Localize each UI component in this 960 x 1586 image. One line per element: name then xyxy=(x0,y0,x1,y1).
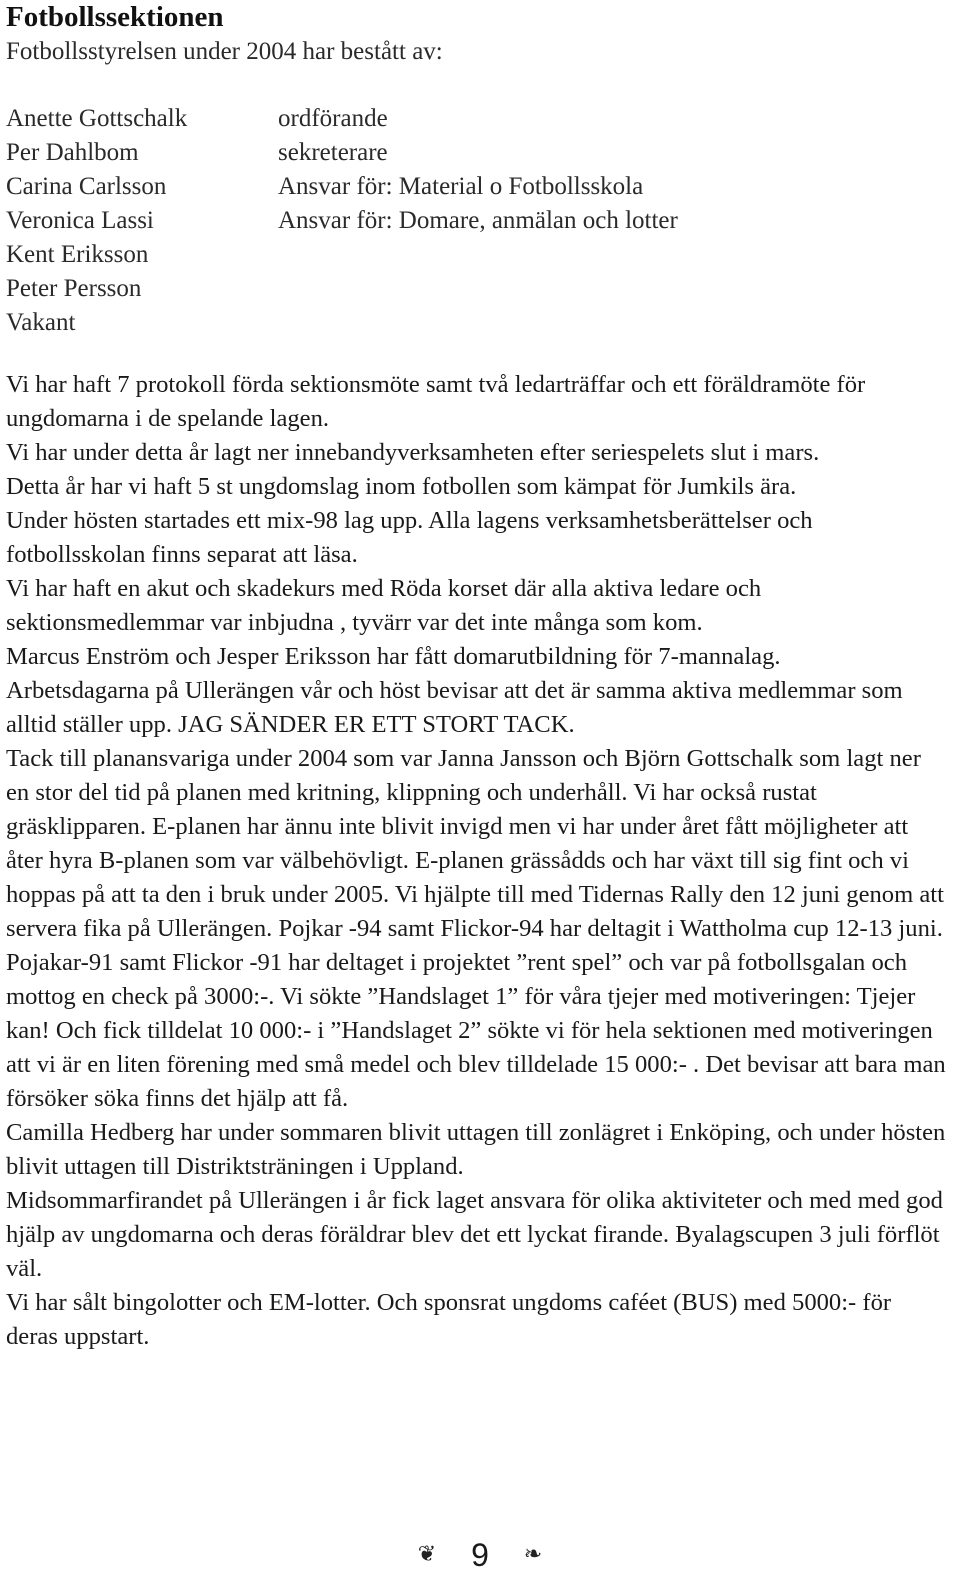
board-member-row xyxy=(6,102,946,136)
board-member-role: sekreterare xyxy=(278,139,388,166)
intro-text: Fotbollsstyrelsen under 2004 har bestått av: xyxy=(6,38,443,65)
paragraph-mix-98: Under hösten startades ett mix-98 lag upp. Alla lagens verksamhetsberättelser och fotbollsskolan finns separat att läsa. xyxy=(6,507,813,568)
board-member-role: Ansvar för: Domare, anmälan och lotter xyxy=(278,207,678,234)
board-member-row xyxy=(6,136,946,170)
board-member-name: Kent Eriksson xyxy=(6,241,149,268)
board-member-name: Peter Persson xyxy=(6,275,142,302)
page-number: 9 xyxy=(471,1536,489,1573)
paragraph-camilla-hedberg: Camilla Hedberg har under sommaren blivit uttagen till zonlägret i Enköping, och under hösten blivit uttagen till Distriktsträningen i Uppland. xyxy=(6,1119,946,1180)
board-member-name: Anette Gottschalk xyxy=(6,105,188,132)
board-member-name: Per Dahlbom xyxy=(6,139,139,166)
paragraph-referee-training: Marcus Enström och Jesper Eriksson har fått domarutbildning för 7-mannalag. xyxy=(6,643,781,670)
board-member-row xyxy=(6,204,946,238)
board-member-role xyxy=(278,306,946,340)
page-footer xyxy=(0,1532,960,1575)
board-member-row xyxy=(6,238,946,272)
paragraph-work-days: Arbetsdagarna på Ullerängen vår och höst bevisar att det är samma aktiva medlemmar som alltid ställer upp. JAG SÄNDER ER ETT STORT TACK. xyxy=(6,677,903,738)
board-member-row xyxy=(6,306,946,340)
paragraph-first-aid-course: Vi har haft en akut och skadekurs med Röda korset där alla aktiva ledare och sektionsmedlemmar var inbjudna , tyvärr var det inte många som kom. xyxy=(6,575,762,636)
report-body xyxy=(6,368,946,1354)
board-members-list xyxy=(6,102,946,340)
paragraph-floorball: Vi har under detta år lagt ner innebandyverksamheten efter seriespelets slut i mars. xyxy=(6,439,820,466)
paragraph-midsummer: Midsommarfirandet på Ullerängen i år fick laget ansvara för olika aktiviteter och med med god hjälp av ungdomarna och deras föräldrar blev det ett lyckat firande. Byalagscupen 3 juli förflöt väl. xyxy=(6,1187,943,1282)
board-member-role: Ansvar för: Material o Fotbollsskola xyxy=(278,173,644,200)
board-member-row xyxy=(6,272,946,306)
paragraph-field-and-grants: Tack till planansvariga under 2004 som var Janna Jansson och Björn Gottschalk som lagt ner en stor del tid på planen med kritning, klippning och underhåll. Vi har också rustat gräsklipparen. E-planen har ännu inte blivit invigd men vi har under året fått möjligheter att åter hyra B-planen som var välbehövligt. E-planen grässådds och har växt till sig fint och vi hoppas på att ta den i bruk under 2005. Vi hjälpte till med Tidernas Rally den 12 juni genom att servera fika på Ullerängen. Pojkar -94 samt Flickor-94 har deltagit i Wattholma cup 12-13 juni. Pojakar-91 samt Flickor -91 har deltaget i projektet ”rent spel” och var på fotbollsgalan och mottog en check på 3000:-. Vi sökte ”Handslaget 1” för våra tjejer med motiveringen: Tjejer kan! Och fick tilldelat 10 000:- i ”Handslaget 2” sökte vi för hela sektionen med motiveringen att vi är en liten förening med små medel och blev tilldelade 15 000:- . Det bevisar att bara man försöker söka finns det hjälp att få. xyxy=(6,745,946,1112)
board-member-row xyxy=(6,170,946,204)
board-member-name: Carina Carlsson xyxy=(6,173,167,200)
board-member-name: Vakant xyxy=(6,309,76,336)
paragraph-meetings: Vi har haft 7 protokoll förda sektionsmöte samt två ledarträffar och ett föräldramöte för ungdomarna i de spelande lagen. xyxy=(6,371,866,432)
section-title: Fotbollssektionen xyxy=(6,1,224,33)
board-member-name: Veronica Lassi xyxy=(6,207,154,234)
paragraph-youth-teams: Detta år har vi haft 5 st ungdomslag inom fotbollen som kämpat för Jumkils ära. xyxy=(6,473,797,500)
board-member-role: ordförande xyxy=(278,105,388,132)
board-member-role xyxy=(278,238,946,272)
left-floral-ornament-icon: ❦ xyxy=(417,1541,437,1567)
right-floral-ornament-icon: ❧ xyxy=(523,1541,543,1567)
board-member-role xyxy=(278,272,946,306)
paragraph-lotteries: Vi har sålt bingolotter och EM-lotter. Och sponsrat ungdoms caféet (BUS) med 5000:- för deras uppstart. xyxy=(6,1289,892,1350)
